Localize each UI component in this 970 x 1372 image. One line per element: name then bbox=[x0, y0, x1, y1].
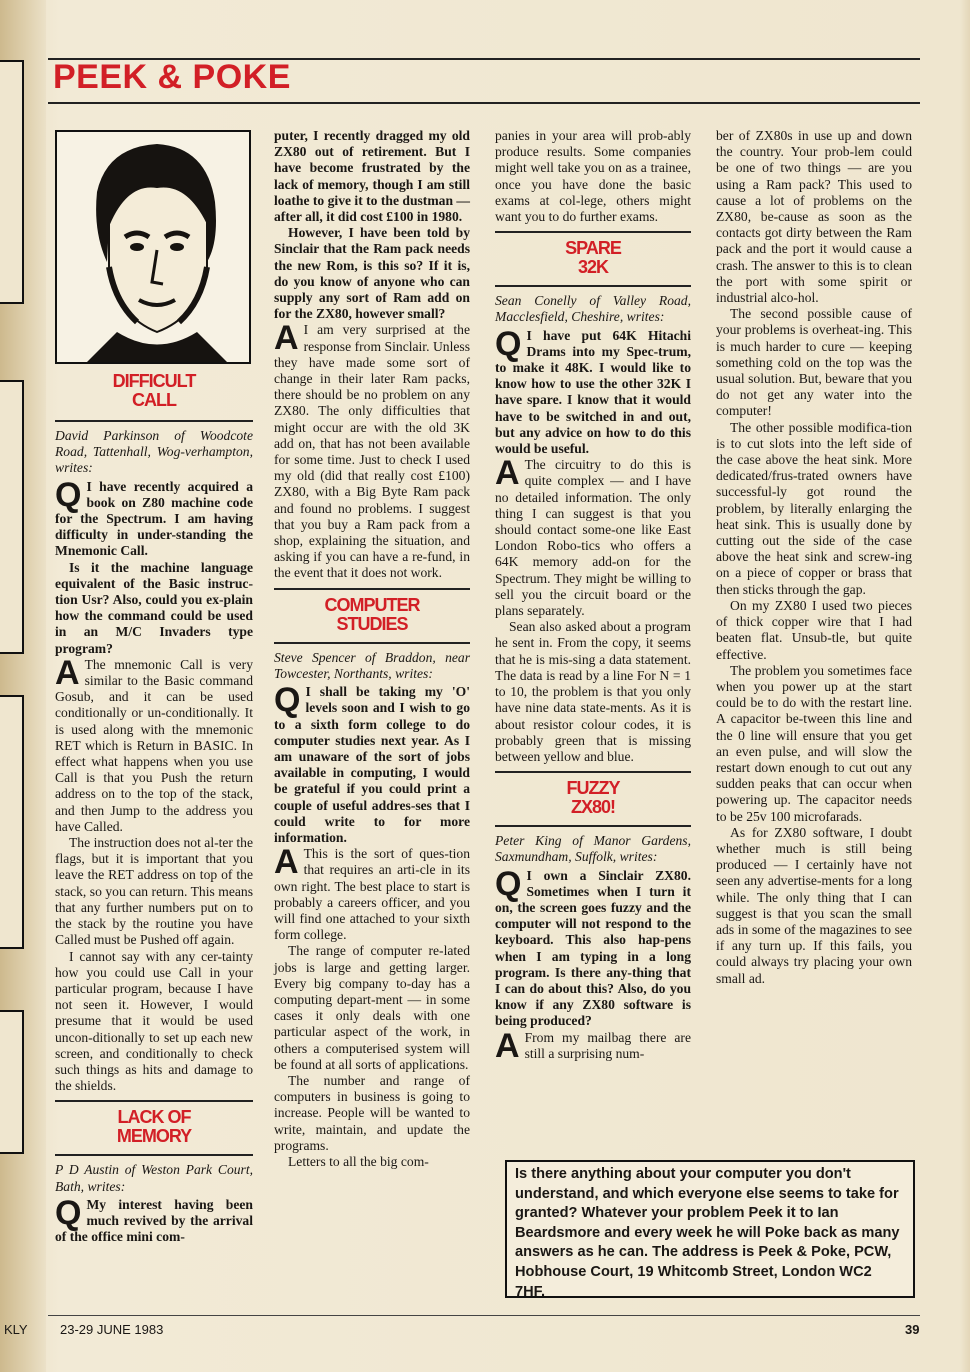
question-text: However, I have been told by Sinclair that the Ram pack needs the new Rom, is this so? If it is, do you know of anyone who can supply any sort of Ram add on for the ZX80, however small? bbox=[274, 225, 470, 322]
author-photo bbox=[55, 130, 251, 364]
column-3 bbox=[495, 128, 691, 1065]
question-text: Is it the machine language equivalent of the Basic instruc-tion Usr? Also, could you ex-plain how the command could be used in an M/C Invaders type program? bbox=[55, 559, 253, 656]
answer-text: ber of ZX80s in use up and down the country. Your prob-lem could be one of two things — are you using a Ram pack? This used to cause a lot of problems on the ZX80, be-cause as soon as the contacts got dirty between the Ram pack and the port it would cause a crash. The answer to this is to clean the port with some spirit or industrial alco-hol. bbox=[716, 128, 912, 306]
byline: Steve Spencer of Braddon, near Towcester, Northants, writes: bbox=[274, 649, 470, 681]
answer-text: A This is the sort of ques-tion that requires an arti-cle in its own right. The best place to start is probably a careers officer, and you will find one attached to your sixth form college. bbox=[274, 843, 470, 943]
answer-text: A The circuitry to do this is quite complex — and I have no detailed information. The only thing I can suggest is that you should contact some-one like East London Robo-tics who offers a 64K memory add-on for the Spectrum. They might be willing to sell you the circuit board or the plans separately. bbox=[495, 454, 691, 619]
section-rule bbox=[495, 825, 691, 827]
byline: Sean Conelly of Valley Road, Macclesfield, Cheshire, writes: bbox=[495, 293, 691, 325]
question-text: Q I own a Sinclair ZX80. Sometimes when I turn it on, the screen goes fuzzy and the computer will not respond to the keyboard. This also hap-pens when I am typing in a long program. Is there any-thing that I can do about this? Also, do you know if any ZX80 software is being produced? bbox=[495, 864, 691, 1029]
byline: David Parkinson of Woodcote Road, Tattenhall, Wog-verhampton, writes: bbox=[55, 428, 253, 476]
footer-rule bbox=[48, 1315, 920, 1316]
edge-mark bbox=[0, 60, 24, 304]
edge-mark bbox=[0, 380, 24, 654]
section-rule bbox=[274, 642, 470, 644]
footer-magazine-name: KLY bbox=[4, 1322, 28, 1337]
heading-difficult-call: DIFFICULT CALL bbox=[112, 371, 196, 410]
answer-text: On my ZX80 I used two pieces of thick copper wire that I had beaten flat. Unsub-tle, but quite effective. bbox=[716, 597, 912, 662]
answer-text: I cannot say with any cer-tainty how you could use Call in your particular program, because I have not seen it. However, I would presume that it would be used uncon-ditionally to set up each new screen, and conditionally to check such things as hits and damage to the shields. bbox=[55, 948, 253, 1094]
footer-date: 23-29 JUNE 1983 bbox=[60, 1322, 164, 1337]
drop-cap-a: A bbox=[274, 319, 299, 358]
answer-text: A The mnemonic Call is very similar to the Basic command Gosub, and it can be used conditionally or un-conditionally. It is used along with the mnemonic RET which is Return in BASIC. In effect what happens when you use Call is that you Push the return address on to the top of the stack, and then Jump to the address you have Called. bbox=[55, 653, 253, 834]
byline: P D Austin of Weston Park Court, Bath, writes: bbox=[55, 1162, 253, 1194]
answer-text: The problem you sometimes face when you power up at the start could be to do with the restart line. A capacitor be-tween this line and the 0 line will ensure that you get an even pulse, and will slow the restart down enough to cut out any sudden peaks that can occur when powering up. The capacitor needs to be 25v 100 microfarads. bbox=[716, 662, 912, 824]
section-rule bbox=[495, 231, 691, 233]
heading-fuzzy-zx80: FUZZY ZX80! bbox=[566, 778, 620, 818]
drop-cap-q: Q bbox=[495, 324, 522, 363]
heading-computer-studies: COMPUTER STUDIES bbox=[324, 594, 420, 634]
answer-text: The number and range of computers in business is going to increase. People will be wanted to write, maintain, and update the programs. bbox=[274, 1072, 470, 1153]
answer-text: Sean also asked about a program he sent in. From the copy, it seems that he is mis-sing a data statement. The data is read by a line For N = 1 to 10, the problem is that you only have nine data state-ments. As it is about resistor colour codes, it is probably green that is missing between yellow and blue. bbox=[495, 619, 691, 764]
contact-box-text: Is there anything about your computer you don't understand, and which everyone else seems to take for granted? Whatever your problem Peek it to Ian Beardsmore and every week he will Poke back as many answers as he can. The address is Peek & Poke, PCW, Hobhouse Court, 19 Whitcomb Street, London WC2 7HF. bbox=[515, 1166, 900, 1300]
answer-text: A From my mailbag there are still a surprising num- bbox=[495, 1026, 691, 1065]
heading-lack-of-memory: LACK OF MEMORY bbox=[116, 1107, 192, 1147]
answer-text: Letters to all the big com- bbox=[288, 1153, 429, 1169]
title-rule bbox=[48, 102, 920, 104]
drop-cap-a: A bbox=[495, 1026, 520, 1065]
question-text: puter, I recently dragged my old ZX80 out of retirement. But I have become frustrated by the lack of memory, though I am still loathe to give it to the dustman — after all, it did cost £100 in 1980. bbox=[274, 128, 470, 225]
drop-cap-a: A bbox=[495, 454, 520, 493]
drop-cap-q: Q bbox=[274, 681, 301, 720]
edge-mark bbox=[0, 1010, 24, 1154]
question-text: Q I have recently acquired a book on Z80 machine code for the Spectrum. I am having difficulty in under-standing the Mnemonic Call. bbox=[55, 475, 253, 559]
answer-text: The second possible cause of your problems is overheat-ing. This is much harder to cure — keeping something cold on the top was the usual solution. But, beware that you do not get any water into the computer! bbox=[716, 306, 912, 419]
section-rule bbox=[55, 1154, 253, 1156]
portrait-image bbox=[57, 132, 249, 362]
answer-text: As for ZX80 software, I doubt whether much is still being produced — I certainly have not seen any advertise-ments for a long while. The only thing that I can suggest is that you scan the small ads in some of the magazines to see if any turn up. If this fails, you could always try placing your own small ad. bbox=[716, 824, 912, 986]
drop-cap-q: Q bbox=[495, 864, 522, 903]
page-number: 39 bbox=[905, 1322, 920, 1337]
drop-cap-q: Q bbox=[55, 1193, 82, 1232]
contact-box bbox=[505, 1160, 915, 1298]
section-rule bbox=[274, 588, 470, 590]
edge-mark bbox=[0, 695, 24, 949]
column-2 bbox=[274, 128, 470, 1170]
page-title: PEEK & POKE bbox=[53, 58, 291, 96]
answer-text: The range of computer re-lated jobs is large and getting larger. Every big company to-day has a computing depart-ment — in some cases it only deals with one particular aspect of the work, in others a computerised system will be found at all sorts of applications. bbox=[274, 943, 470, 1072]
section-rule bbox=[55, 1100, 253, 1102]
answer-text: The instruction does not al-ter the flags, but it is important that you leave the RET address on top of the stack, so you can return. This means that any further numbers put on to the stack by the routine you have Called must be Pushed off again. bbox=[55, 835, 253, 948]
section-rule bbox=[495, 771, 691, 773]
question-text: Q My interest having been much revived by the arrival of the office mini com- bbox=[55, 1193, 253, 1245]
byline: Peter King of Manor Gardens, Saxmundham, Suffolk, writes: bbox=[495, 833, 691, 865]
heading-spare-32k: SPARE 32K bbox=[565, 238, 621, 278]
answer-text: The other possible modifica-tion is to cut slots into the left side of the case above the heat sink. More dedicated/frus-trated owners have successful-ly got round the problem, by literally enlarging the heat sink. This is usually done by cutting out the side of the case above the heat sink and screw-ing on a piece of copper or brass that then sticks through the gap. bbox=[716, 419, 912, 597]
column-4 bbox=[716, 128, 912, 987]
drop-cap-a: A bbox=[55, 653, 80, 692]
section-rule bbox=[495, 285, 691, 287]
drop-cap-a: A bbox=[274, 843, 299, 882]
question-text: Q I have put 64K Hitachi Drams into my Spec-trum, to make it 48K. I would like to know how to use the other 32K I have spare. I know that it would have to be switched in and out, but any advice on how to do this would be useful. bbox=[495, 324, 691, 457]
column-1 bbox=[55, 130, 253, 1245]
drop-cap-q: Q bbox=[55, 475, 82, 514]
answer-text: panies in your area will prob-ably produce results. Some companies might well take you on as a trainee, once you have done the basic exams at col-lege, others might want you to do further exams. bbox=[495, 128, 691, 225]
answer-text: A I am very surprised at the response from Sinclair. Unless they have made some sort of change in their later Ram packs, there should be no problem on any ZX80. The only difficulties that might occur are with the old 3K add on, that has not been available for some time. Just to check I used my old (did that really cost £100) ZX80, with a Big Byte Ram pack and found no problems. I suggest that you buy a Ram pack from a shop, explaining the situation, and asking if you can have a re-fund, in the event that it does not work. bbox=[274, 319, 470, 581]
section-rule bbox=[55, 420, 253, 422]
question-text: Q I shall be taking my 'O' levels soon and I wish to go to a sixth form college to do computer studies next year. As I am unaware of the sort of jobs available in computing, I would be grateful if you could print a couple of useful addres-ses that I could write to for more information. bbox=[274, 681, 470, 845]
